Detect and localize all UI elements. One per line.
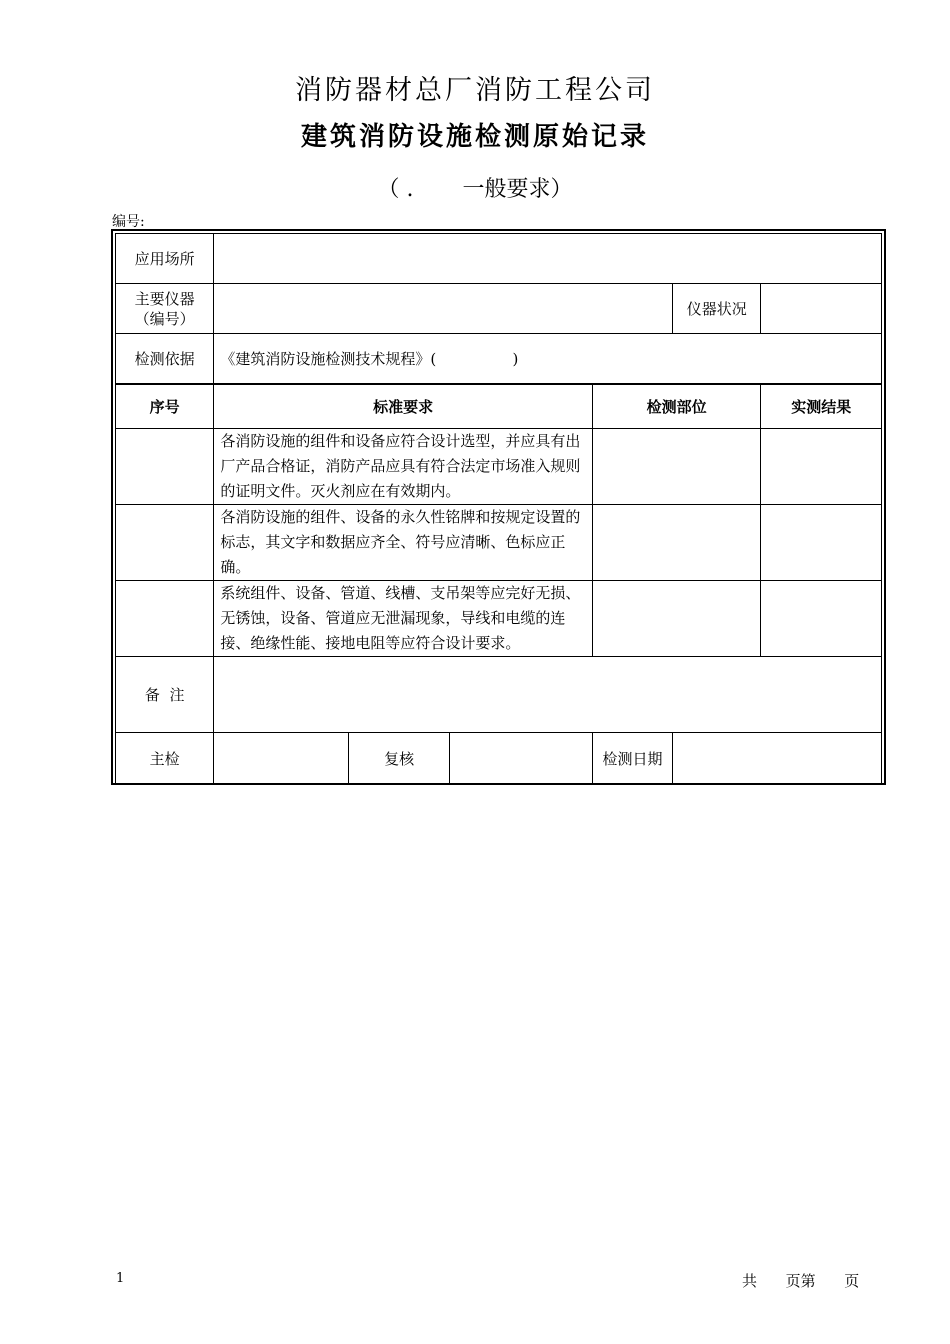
row-location-field[interactable] (592, 429, 761, 505)
row-requirement-text: 系统组件、设备、管道、线槽、支吊架等应完好无损、无锈蚀，设备、管道应无泄漏现象，导线和电缆的连接、绝缘性能、接地电阻等应符合设计要求。 (214, 581, 592, 657)
instrument-status-field[interactable] (761, 284, 882, 334)
venue-row (116, 234, 882, 284)
instrument-row (116, 284, 882, 334)
inspection-date-field[interactable] (673, 733, 882, 784)
venue-field[interactable] (214, 234, 882, 284)
seq-header: 序号 (116, 384, 214, 429)
page-count-text: 共 页第 页 (742, 1272, 860, 1290)
venue-label: 应用场所 (116, 234, 214, 284)
company-name: 消防器材总厂消防工程公司 (295, 75, 655, 106)
instrument-label (116, 284, 214, 334)
signature-row (116, 733, 882, 784)
table-row (116, 505, 882, 581)
row-result-field[interactable] (761, 581, 882, 657)
row-requirement-text: 各消防设施的组件、设备的永久性铭牌和按规定设置的标志，其文字和数据应齐全、符号应清晰、色标应正确。 (214, 505, 592, 581)
location-header: 检测部位 (592, 384, 761, 429)
reviewer-field[interactable] (450, 733, 593, 784)
column-header-row (116, 384, 882, 429)
remarks-row (116, 657, 882, 733)
result-header: 实测结果 (761, 384, 882, 429)
basis-row (116, 334, 882, 384)
remarks-label: 备 注 (116, 657, 214, 733)
inspection-date-label: 检测日期 (592, 733, 672, 784)
inspector-label: 主检 (116, 733, 214, 784)
instrument-label-line2: （编号） (134, 309, 195, 328)
reviewer-label: 复核 (348, 733, 449, 784)
record-table (115, 233, 882, 784)
table-row (116, 581, 882, 657)
row-seq-field[interactable] (116, 429, 214, 505)
instrument-label-line1: 主要仪器 (134, 289, 195, 308)
row-location-field[interactable] (592, 505, 761, 581)
basis-label: 检测依据 (116, 334, 214, 384)
remarks-field[interactable] (214, 657, 882, 733)
document-subtitle: （ . 一般要求） (377, 177, 573, 202)
instrument-status-label: 仪器状况 (673, 284, 761, 334)
row-requirement-text: 各消防设施的组件和设备应符合设计选型，并应具有出厂产品合格证，消防产品应具有符合法定市场准入规则的证明文件。灭火剂应在有效期内。 (214, 429, 592, 505)
instrument-field[interactable] (214, 284, 673, 334)
row-seq-field[interactable] (116, 505, 214, 581)
page-number: 1 (116, 1271, 125, 1286)
table-row (116, 429, 882, 505)
document-title: 建筑消防设施检测原始记录 (300, 122, 649, 152)
row-location-field[interactable] (592, 581, 761, 657)
row-result-field[interactable] (761, 505, 882, 581)
inspection-record-form (111, 229, 886, 785)
row-seq-field[interactable] (116, 581, 214, 657)
basis-field[interactable]: 《建筑消防设施检测技术规程》( ) (214, 334, 882, 384)
row-result-field[interactable] (761, 429, 882, 505)
requirement-header: 标准要求 (214, 384, 592, 429)
serial-number-label: 编号: (112, 214, 145, 230)
inspector-field[interactable] (214, 733, 349, 784)
